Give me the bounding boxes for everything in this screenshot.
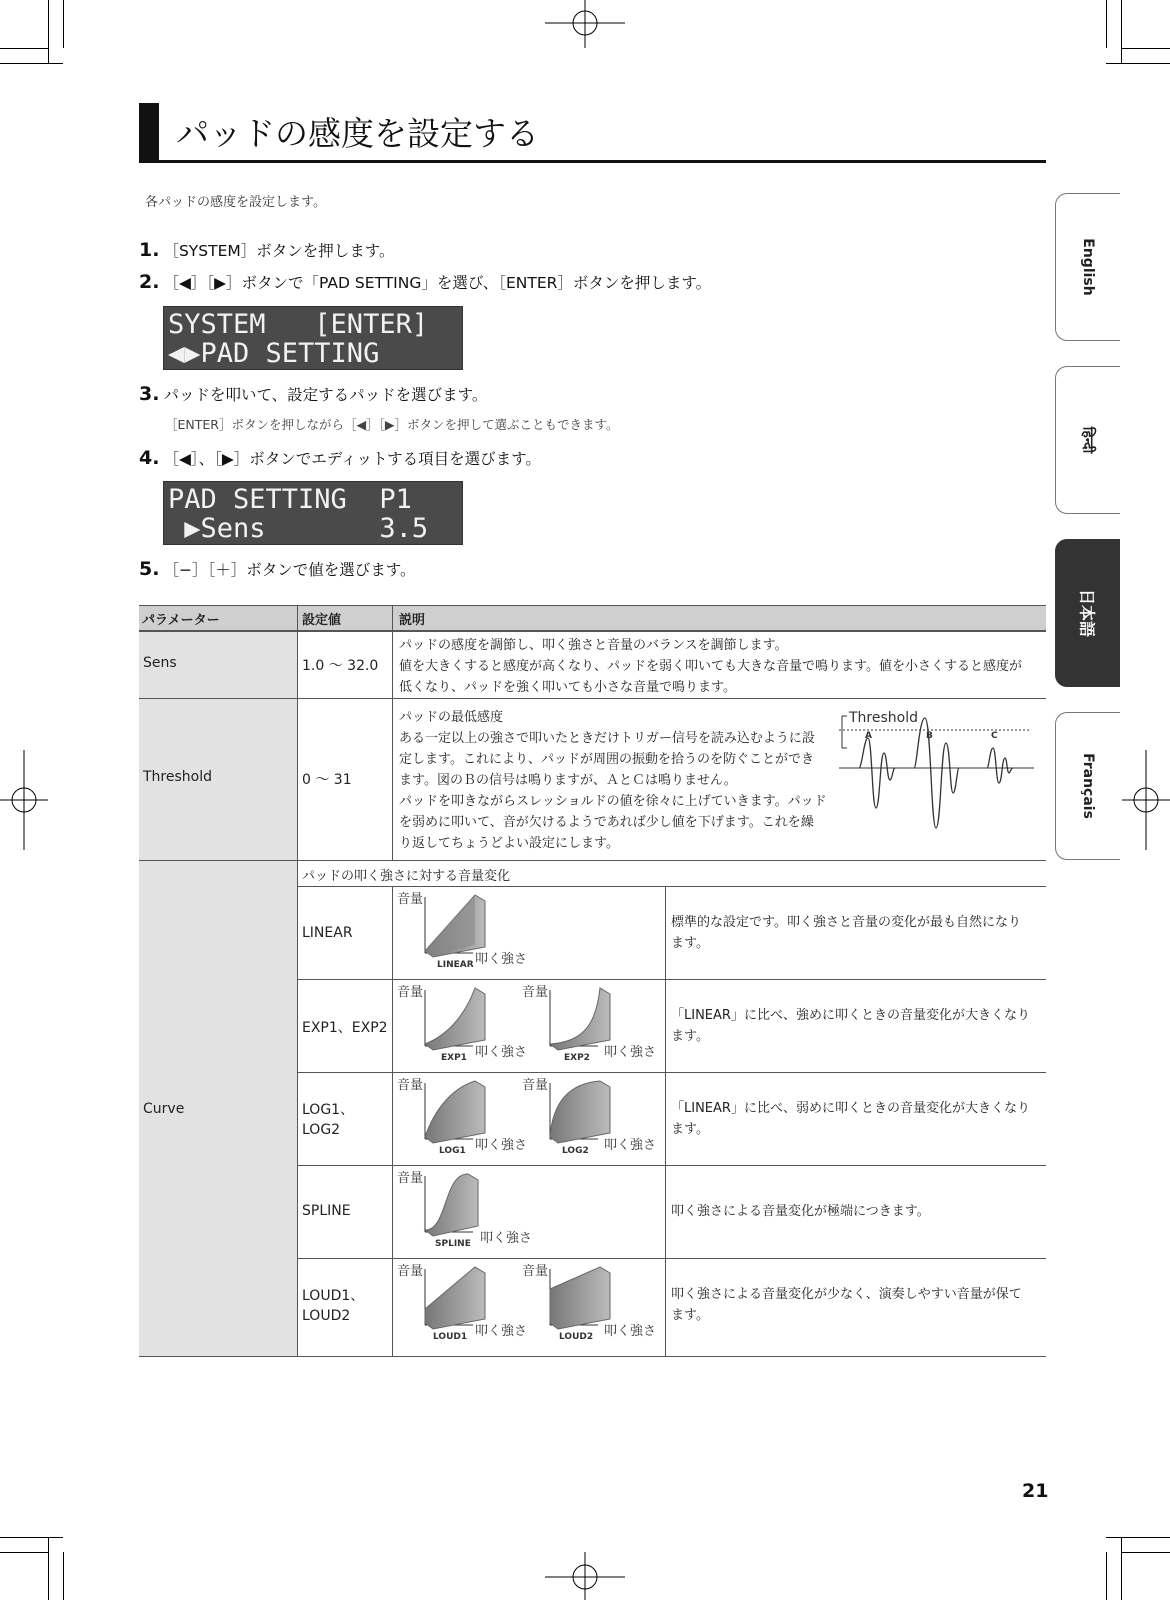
tab-label: Français (1080, 753, 1096, 819)
graph-name: LINEAR (437, 960, 474, 970)
tab-label: 日本語 (1077, 588, 1097, 638)
step-3-note: ［ENTER］ボタンを押しながら［◀］［▶］ボタンを押して選ぶこともできます。 (165, 417, 619, 432)
param-curve: Curve (143, 1101, 185, 1117)
lcd-line-1: PAD SETTING P1 (168, 484, 412, 515)
graph-log2 (522, 1078, 656, 1156)
axis-y-label: 音量 (397, 985, 424, 1000)
threshold-figure-label: Threshold (849, 710, 918, 726)
step-text: ［SYSTEM］ボタンを押します。 (163, 242, 395, 260)
graph-exp1 (397, 985, 527, 1063)
step-number: 4. (139, 447, 160, 469)
table-line (139, 605, 1046, 606)
table-header-row (139, 605, 1046, 630)
param-column-bg (139, 632, 297, 1357)
graph-exp2 (522, 985, 656, 1063)
axis-x-label: 叩く強さ (604, 1138, 657, 1153)
tab-label: English (1080, 238, 1096, 296)
signal-c (987, 748, 1013, 783)
curve-desc-spline: 叩く強さによる音量変化が極端につきます。 (671, 1204, 930, 1219)
graph-name: LOUD1 (433, 1332, 468, 1342)
step-text: ［◀］［▶］ボタンで「PAD SETTING」を選び、［ENTER］ボタンを押します。 (163, 274, 712, 292)
table-line (139, 698, 1046, 699)
desc-threshold: パッドの最低感度 ある一定以上の強さで叩いたときだけトリガー信号を読み込むように設 定します。これにより、パッドが周囲の振動を拾うのを防ぐことができ ます。図のＢの信号は鳴りますが、ＡとＣは鳴りません。 パッドを叩きながらスレッショルドの値を徐々に上げていきます。パッド を弱めに叩いて、音が欠けるようであれば少し値を下げます。これを繰 り返してちょうどよい設定にします。 (399, 710, 827, 851)
curve-label-exp: EXP1、EXP2 (302, 1020, 388, 1036)
registration-mark-right (1122, 750, 1170, 850)
graph-name: LOG1 (439, 1146, 466, 1156)
step-2 (139, 271, 711, 293)
graph-name: LOUD2 (559, 1332, 594, 1342)
step-number: 5. (139, 558, 160, 580)
axis-x-label: 叩く強さ (480, 1231, 533, 1246)
step-3 (139, 383, 487, 405)
lcd-display-system (163, 306, 463, 370)
step-text: ［−］［＋］ボタンで値を選びます。 (163, 561, 416, 579)
axis-x-label: 叩く強さ (475, 1045, 528, 1060)
signal-a (859, 738, 895, 808)
table-line (297, 605, 298, 1357)
graph-loud2 (522, 1264, 656, 1342)
axis-x-label: 叩く強さ (604, 1324, 657, 1339)
tab-francais[interactable] (1055, 712, 1120, 860)
lcd-line-2: ◀▶PAD SETTING (168, 338, 380, 369)
step-1 (139, 239, 395, 261)
curve-desc-log: 「LINEAR」に比べ、弱めに叩くときの音量変化が大きくなり ます。 (671, 1101, 1030, 1137)
step-number: 3. (139, 383, 160, 405)
axis-y-label: 音量 (397, 892, 424, 907)
header-value: 設定値 (302, 613, 342, 628)
mark-c: C (991, 731, 998, 741)
lcd-line-1: SYSTEM [ENTER] (168, 309, 429, 340)
curve-desc-exp: 「LINEAR」に比べ、強めに叩くときの音量変化が大きくなり ます。 (671, 1008, 1030, 1044)
registration-mark-bottom (545, 1552, 625, 1600)
step-number: 1. (139, 239, 160, 261)
axis-y-label: 音量 (397, 1171, 424, 1186)
axis-x-label: 叩く強さ (475, 952, 528, 967)
header-description: 説明 (399, 613, 426, 628)
mark-a: A (865, 731, 872, 741)
table-line (665, 886, 666, 1357)
curve-desc-linear: 標準的な設定です。叩く強さと音量の変化が最も自然になり ます。 (671, 915, 1021, 951)
param-sens: Sens (143, 655, 177, 671)
curve-label-loud: LOUD1、 LOUD2 (302, 1288, 365, 1324)
desc-sens: パッドの感度を調節し、叩く強さと音量のバランスを調節します。 値を大きくすると感度が高くなり、パッドを弱く叩いても大きな音量で鳴ります。値を小さくすると感度が 低くなり、パッドを強く叩いても小さな音量で鳴ります。 (399, 638, 1022, 695)
axis-y-label: 音量 (522, 985, 549, 1000)
registration-mark-top (545, 0, 625, 48)
signal-b (914, 718, 959, 828)
param-threshold: Threshold (143, 769, 212, 785)
curve-heading: パッドの叩く強さに対する音量変化 (302, 869, 511, 884)
step-text: ［◀］、［▶］ボタンでエディットする項目を選びます。 (163, 450, 541, 468)
lcd-display-pad-setting (163, 481, 463, 545)
axis-x-label: 叩く強さ (475, 1138, 528, 1153)
title-accent-bar (139, 103, 159, 161)
threshold-figure (839, 708, 1044, 833)
table-line (139, 630, 1046, 632)
page-title: パッドの感度を設定する (176, 114, 539, 153)
graph-log1 (397, 1078, 527, 1156)
graph-spline (397, 1171, 532, 1249)
graph-name: SPLINE (435, 1239, 471, 1249)
curve-label-log: LOG1、 LOG2 (302, 1102, 355, 1138)
step-4 (139, 447, 541, 469)
header-parameter: パラメーター (142, 613, 220, 628)
axis-x-label: 叩く強さ (604, 1045, 657, 1060)
axis-y-label: 音量 (522, 1264, 549, 1279)
mark-b: B (926, 731, 933, 741)
registration-mark-left (0, 750, 48, 850)
step-text: パッドを叩いて、設定するパッドを選びます。 (163, 386, 488, 404)
curve-desc-loud: 叩く強さによる音量変化が少なく、演奏しやすい音量が保て ます。 (671, 1287, 1022, 1323)
axis-x-label: 叩く強さ (475, 1324, 528, 1339)
axis-y-label: 音量 (397, 1264, 424, 1279)
axis-y-label: 音量 (522, 1078, 549, 1093)
title-rule (139, 160, 1046, 163)
graph-linear (397, 892, 527, 970)
curve-graphs (393, 887, 665, 1357)
table-line (392, 605, 393, 861)
graph-name: EXP2 (564, 1053, 590, 1063)
tab-label: हिन्दी (1079, 426, 1096, 454)
curve-label-linear: LINEAR (302, 925, 353, 941)
step-5 (139, 558, 415, 580)
graph-name: LOG2 (562, 1146, 589, 1156)
tab-hindi[interactable] (1055, 366, 1120, 514)
step-number: 2. (139, 271, 160, 293)
table-line (139, 860, 1046, 861)
intro-text: 各パッドの感度を設定します。 (145, 195, 326, 210)
parameter-table (139, 605, 1046, 1357)
tab-english[interactable] (1055, 193, 1120, 341)
tab-japanese[interactable] (1055, 539, 1120, 687)
lcd-line-2: ▶Sens 3.5 (168, 513, 429, 544)
page-number: 21 (1022, 1480, 1049, 1502)
graph-name: EXP1 (441, 1053, 467, 1063)
curve-label-spline: SPLINE (302, 1203, 351, 1219)
value-threshold: 0 〜 31 (302, 772, 352, 788)
value-sens: 1.0 〜 32.0 (302, 658, 379, 674)
axis-y-label: 音量 (397, 1078, 424, 1093)
graph-loud1 (397, 1264, 527, 1342)
